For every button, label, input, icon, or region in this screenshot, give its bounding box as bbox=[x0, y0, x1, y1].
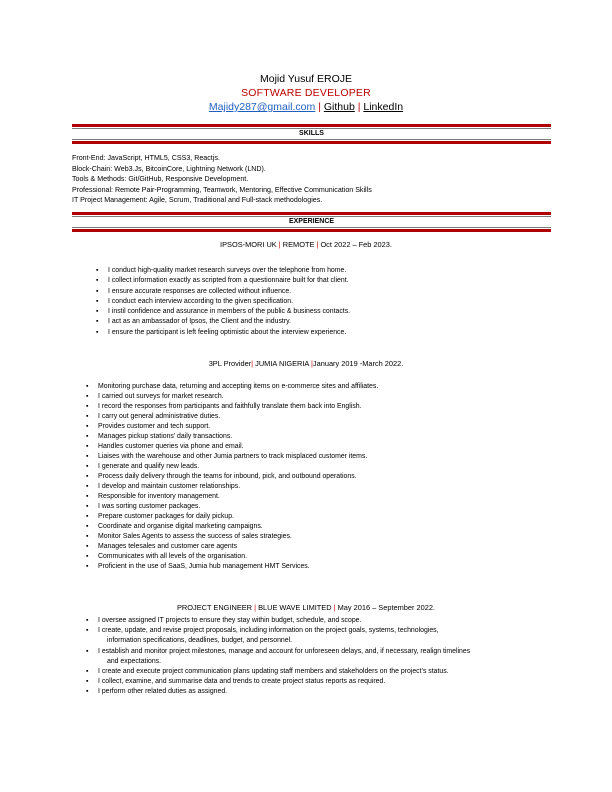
duty-text: I act as an ambassador of Ipsos, the Client and the industry. bbox=[108, 318, 291, 326]
skills-list bbox=[72, 153, 552, 206]
job-separator: | bbox=[254, 603, 256, 612]
bullet-icon: ▪ bbox=[86, 453, 89, 460]
contact-separator: | bbox=[318, 101, 321, 113]
bullet-icon: ▪ bbox=[86, 443, 89, 450]
duty-text: Communicates with all levels of the organisation. bbox=[98, 553, 247, 560]
bullet-icon: ▪ bbox=[86, 513, 89, 520]
bullet-icon: ▪ bbox=[86, 647, 89, 655]
email-link[interactable]: Majidy287@gmail.com bbox=[208, 101, 316, 113]
list-item bbox=[86, 442, 378, 452]
divider bbox=[72, 141, 551, 144]
job-dates: Oct 2022 – Feb 2023. bbox=[320, 240, 392, 249]
experience-section-bar bbox=[72, 212, 551, 232]
duty-text: Responsible for inventory management. bbox=[98, 493, 220, 500]
list-item bbox=[96, 276, 350, 286]
job-heading-bluewave bbox=[0, 603, 612, 612]
skills-line: Professional: Remote Pair-Programming, Teamwork, Mentoring, Effective Communication Skills bbox=[72, 185, 372, 194]
list-item bbox=[86, 532, 378, 542]
bullet-icon: ▪ bbox=[96, 297, 99, 305]
duty-text: I carry out general administrative duties. bbox=[98, 413, 221, 420]
bullet-icon: ▪ bbox=[86, 473, 89, 480]
job-separator: | bbox=[311, 359, 313, 368]
job-company: BLUE WAVE LIMITED bbox=[258, 603, 332, 612]
duty-text: Prepare customer packages for daily pickup. bbox=[98, 513, 234, 520]
duty-text: I establish and monitor project milestones, manage and account for unforeseen delays, and, if necessary, realign timelines bbox=[98, 647, 471, 655]
list-item bbox=[86, 687, 528, 697]
divider bbox=[72, 227, 551, 228]
duty-text: I conduct each interview according to the given specification. bbox=[108, 297, 294, 305]
list-item bbox=[86, 382, 379, 392]
skills-line: Front-End: JavaScript, HTML5, CSS3, Reactjs. bbox=[72, 154, 220, 162]
duty-text: Coordinate and organise digital marketing campaigns. bbox=[98, 523, 263, 530]
job-duties-bluewave bbox=[86, 616, 528, 698]
skills-section-bar bbox=[72, 124, 551, 144]
bullet-icon: ▪ bbox=[86, 383, 89, 390]
list-item bbox=[86, 392, 378, 402]
bullet-icon: ▪ bbox=[86, 413, 89, 420]
contact-line bbox=[0, 101, 612, 113]
list-item bbox=[86, 472, 378, 482]
job-separator: | bbox=[333, 603, 336, 612]
job-separator: | bbox=[316, 240, 319, 249]
list-item bbox=[86, 647, 528, 667]
bullet-icon: ▪ bbox=[86, 433, 89, 440]
bullet-icon: ▪ bbox=[86, 503, 89, 510]
job-dates: May 2016 – September 2022. bbox=[337, 603, 435, 612]
list-item bbox=[86, 677, 528, 687]
job-duties-ipsos bbox=[96, 266, 351, 338]
duty-text: Manages telesales and customer care agents bbox=[98, 543, 238, 550]
list-item bbox=[96, 266, 350, 276]
list-item bbox=[86, 452, 378, 462]
duty-text: Proficient in the use of SaaS, Jumia hub management HMT Services. bbox=[98, 563, 310, 570]
bullet-icon: ▪ bbox=[96, 308, 99, 316]
skills-line: IT Project Management: Agile, Scrum, Traditional and Full-stack methodologies. bbox=[72, 196, 323, 204]
duty-text: I was sorting customer packages. bbox=[98, 503, 201, 510]
section-title-skills: SKILLS bbox=[299, 130, 324, 137]
bullet-icon: ▪ bbox=[96, 287, 99, 295]
divider bbox=[72, 212, 551, 215]
bullet-icon: ▪ bbox=[86, 688, 89, 696]
bullet-icon: ▪ bbox=[86, 617, 89, 624]
bullet-icon: ▪ bbox=[96, 318, 99, 326]
bullet-icon: ▪ bbox=[96, 328, 99, 336]
duty-text: Process daily delivery through the teams for inbound, pick, and outbound operations. bbox=[98, 473, 357, 480]
duty-text: I develop and maintain customer relationships. bbox=[98, 483, 241, 490]
bullet-icon: ▪ bbox=[86, 678, 89, 686]
contact-separator: | bbox=[357, 101, 361, 113]
bullet-icon: ▪ bbox=[96, 267, 99, 274]
duty-text: I collect, examine, and summarise data and trends to create project status reports as required. bbox=[98, 678, 386, 686]
duty-text: Liaises with the warehouse and other Jumia partners to track misplaced customer items. bbox=[98, 453, 368, 460]
candidate-role: SOFTWARE DEVELOPER bbox=[241, 87, 371, 99]
list-item bbox=[86, 462, 378, 472]
bullet-icon: ▪ bbox=[86, 563, 89, 570]
duty-text: Handles customer queries via phone and email. bbox=[98, 443, 244, 450]
duty-text-continued: information specifications, deadlines, budget, and personnel. bbox=[107, 637, 293, 645]
bullet-icon: ▪ bbox=[86, 393, 89, 400]
job-role: PROJECT ENGINEER bbox=[177, 603, 253, 612]
bullet-icon: ▪ bbox=[86, 423, 89, 430]
list-item bbox=[86, 502, 378, 512]
bullet-icon: ▪ bbox=[86, 403, 89, 410]
job-separator: | bbox=[278, 240, 281, 249]
skills-line: Block-Chain: Web3.Js, BitcoinCore, Lightning Network (LND). bbox=[72, 164, 266, 173]
duty-text: I collect information exactly as scripted from a questionnaire built for that client. bbox=[108, 277, 349, 285]
bullet-icon: ▪ bbox=[86, 483, 89, 490]
duty-text: I carried out surveys for market research. bbox=[98, 393, 224, 400]
duty-text: I record the responses from participants and faithfully translate them back into English. bbox=[98, 403, 362, 410]
duty-text: I conduct high-quality market research surveys over the telephone from home. bbox=[108, 267, 347, 274]
job-mode: REMOTE bbox=[282, 240, 315, 249]
section-title-experience: EXPERIENCE bbox=[288, 218, 335, 225]
list-item bbox=[96, 317, 350, 327]
duty-text: Monitor Sales Agents to assess the success of sales strategies. bbox=[98, 533, 292, 540]
bullet-icon: ▪ bbox=[86, 627, 89, 635]
duty-text: I create and execute project communication plans updating staff members and stakeholders on the project’s status. bbox=[98, 668, 449, 676]
duty-text: Monitoring purchase data, returning and accepting items on e-commerce sites and affiliates. bbox=[98, 383, 379, 390]
duty-text: I oversee assigned IT projects to ensure they stay within budget, schedule, and scope. bbox=[98, 617, 362, 624]
list-item bbox=[86, 667, 528, 677]
list-item bbox=[86, 542, 378, 552]
list-item bbox=[96, 287, 350, 297]
bullet-icon: ▪ bbox=[86, 668, 89, 676]
list-item bbox=[96, 307, 351, 317]
bullet-icon: ▪ bbox=[86, 463, 89, 470]
bullet-icon: ▪ bbox=[86, 493, 89, 500]
bullet-icon: ▪ bbox=[86, 523, 89, 530]
skills-line: Tools & Methods: Git/GitHub, Responsive Development. bbox=[72, 175, 249, 183]
duty-text-continued: and expectations. bbox=[107, 657, 162, 665]
duty-text: Provides customer and tech support. bbox=[98, 423, 211, 430]
duty-text: I ensure the participant is left feeling optimistic about the interview experience. bbox=[108, 328, 347, 336]
job-heading-jumia bbox=[0, 359, 612, 368]
job-company: IPSOS-MORI UK bbox=[220, 240, 277, 249]
duty-text: Manages pickup stations’ daily transactions. bbox=[98, 433, 233, 440]
bullet-icon: ▪ bbox=[96, 277, 99, 285]
duty-text: I instil confidence and assurance in members of the public & business contacts. bbox=[108, 308, 351, 316]
list-item bbox=[86, 412, 378, 422]
divider bbox=[72, 124, 551, 127]
list-item bbox=[86, 626, 528, 646]
list-item bbox=[86, 552, 378, 562]
duty-text: I ensure accurate responses are collected without influence. bbox=[108, 287, 292, 295]
list-item bbox=[86, 482, 378, 492]
list-item bbox=[96, 328, 350, 338]
divider bbox=[72, 229, 551, 232]
duty-text: I generate and qualify new leads. bbox=[98, 463, 200, 470]
linkedin-link[interactable]: LinkedIn bbox=[363, 101, 404, 113]
candidate-name: Mojid Yusuf EROJE bbox=[259, 73, 352, 85]
list-item bbox=[86, 422, 378, 432]
list-item bbox=[86, 522, 378, 532]
bullet-icon: ▪ bbox=[86, 553, 89, 560]
list-item bbox=[86, 492, 378, 502]
job-heading-ipsos bbox=[0, 240, 612, 249]
list-item bbox=[86, 562, 378, 572]
list-item bbox=[86, 616, 528, 626]
divider bbox=[72, 139, 551, 140]
job-dates: January 2019 -March 2022. bbox=[312, 359, 404, 368]
list-item bbox=[96, 297, 350, 307]
job-company: JUMIA NIGERIA bbox=[255, 359, 309, 368]
job-role: 3PL Provider bbox=[208, 359, 252, 368]
bullet-icon: ▪ bbox=[86, 533, 89, 540]
list-item bbox=[86, 512, 378, 522]
github-link[interactable]: Github bbox=[323, 101, 355, 113]
list-item bbox=[86, 402, 378, 412]
job-duties-jumia bbox=[86, 382, 379, 572]
duty-text: I perform other related duties as assigned. bbox=[98, 688, 228, 696]
bullet-icon: ▪ bbox=[86, 543, 89, 550]
job-separator: | bbox=[251, 359, 254, 368]
duty-text: I create, update, and revise project proposals, including information on the project goals, systems, technologies, bbox=[98, 627, 439, 635]
list-item bbox=[86, 432, 378, 442]
